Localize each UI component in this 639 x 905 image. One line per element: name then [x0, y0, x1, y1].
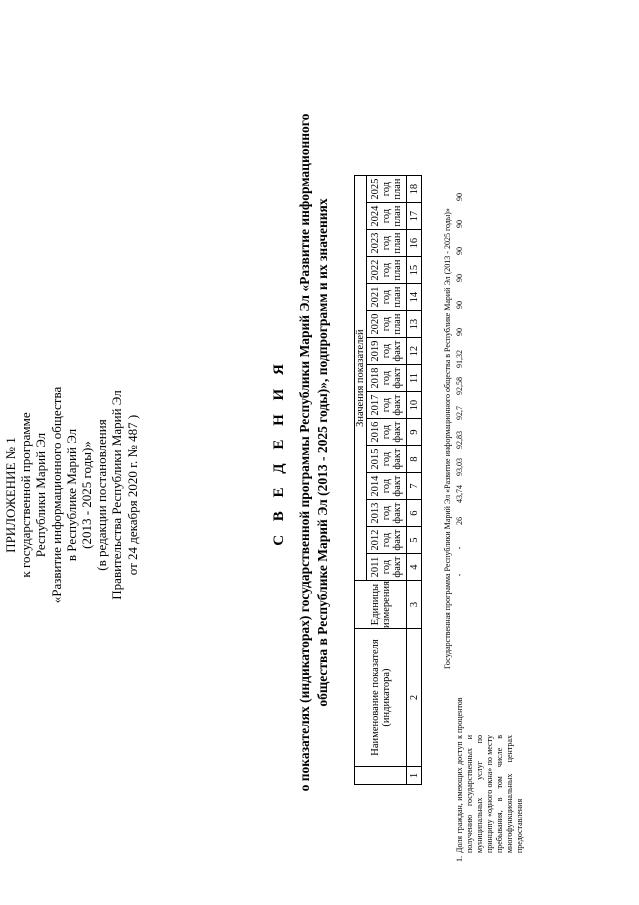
column-number-cell: 18: [407, 176, 422, 203]
year-header-cell: [367, 473, 407, 500]
year-kind: факт: [392, 502, 403, 524]
row-value: 92,83: [455, 431, 464, 449]
year-kind: факт: [392, 367, 403, 389]
year-kind: план: [392, 205, 403, 227]
year-header-cell: [367, 311, 407, 338]
year-label: 2017: [370, 394, 381, 416]
year-kind: план: [392, 178, 403, 200]
column-number-cell: 6: [407, 500, 422, 527]
row-value: -: [455, 573, 464, 577]
year-header-cell: [367, 392, 407, 419]
header-cell-unit: Единицы измерения: [355, 581, 407, 629]
year-header-cell: [367, 203, 407, 230]
year-kind: план: [392, 286, 403, 308]
year-header-cell: [367, 500, 407, 527]
column-number-cell: 3: [407, 581, 422, 629]
row-value: 90: [455, 274, 464, 282]
year-header-cell: [367, 365, 407, 392]
year-header-cell: [367, 176, 407, 203]
year-label: 2014: [370, 475, 381, 497]
year-word: год: [381, 478, 392, 494]
row-value: 90: [455, 247, 464, 255]
year-label: 2011: [370, 556, 381, 578]
year-kind: факт: [392, 475, 403, 497]
appendix-line: Республики Марий Эл: [33, 432, 49, 558]
year-kind: факт: [392, 340, 403, 362]
row-value: 92,7: [455, 406, 464, 420]
row-value: 43,74: [455, 485, 464, 503]
year-header-cell: [367, 554, 407, 581]
year-label: 2024: [370, 205, 381, 227]
year-word: год: [381, 235, 392, 251]
year-kind: план: [392, 232, 403, 254]
row-value: 92,58: [455, 377, 464, 395]
row-value: 90: [455, 301, 464, 309]
year-header-cell: [367, 419, 407, 446]
document-title-line-2: общества в Республике Марий Эл (2013 - 2025 годы)», подпрограмм и их значениях: [315, 198, 330, 707]
row-value: 93,03: [455, 458, 464, 476]
year-word: год: [381, 505, 392, 521]
column-number-cell: 14: [407, 284, 422, 311]
column-number-cell: 15: [407, 257, 422, 284]
year-label: 2018: [370, 367, 381, 389]
year-header-cell: [367, 257, 407, 284]
year-word: год: [381, 559, 392, 575]
appendix-line: ПРИЛОЖЕНИЕ № 1: [3, 437, 18, 553]
year-header-cell: [367, 446, 407, 473]
row-value: 90: [455, 220, 464, 228]
appendix-line: в Республике Марий Эл: [63, 428, 79, 562]
header-cell-name: Наименование показателя (индикатора): [355, 629, 407, 767]
year-word: год: [381, 262, 392, 278]
year-label: 2019: [370, 340, 381, 362]
column-number-cell: 16: [407, 230, 422, 257]
year-word: год: [381, 424, 392, 440]
year-header-cell: [367, 230, 407, 257]
row-value: 26: [455, 517, 464, 525]
year-label: 2022: [370, 259, 381, 281]
document-heading: С В Е Д Е Н И Я: [271, 359, 287, 546]
indicators-table: [354, 175, 422, 785]
year-word: год: [381, 316, 392, 332]
column-numbers-row: [407, 176, 422, 785]
year-header-cell: [367, 338, 407, 365]
year-word: год: [381, 370, 392, 386]
column-number-cell: 12: [407, 338, 422, 365]
year-word: год: [381, 208, 392, 224]
row-indicator-name: Доля граждан, имеющих доступ к получению государственных и муниципальных услуг по принципу «одного окна» по месту пребывания, в том числе в многофункциональных центрах предоставления: [455, 735, 524, 853]
column-number-cell: 4: [407, 554, 422, 581]
year-word: год: [381, 397, 392, 413]
column-number-cell: 17: [407, 203, 422, 230]
column-number-cell: 8: [407, 446, 422, 473]
year-word: год: [381, 343, 392, 359]
document-title-line-1: о показателях (индикаторах) государственной программы Республики Марий Эл «Развитие информационного: [297, 113, 312, 792]
column-number-cell: 13: [407, 311, 422, 338]
section-title: Государственная программа Республики Марий Эл «Развитие информационного общества в Республике Марий Эл (2013 - 2025 годы)»: [443, 208, 452, 669]
column-number-cell: 9: [407, 419, 422, 446]
year-word: год: [381, 181, 392, 197]
column-number-cell: 5: [407, 527, 422, 554]
year-label: 2012: [370, 529, 381, 551]
row-value: -: [455, 546, 464, 550]
row-value: 90: [455, 328, 464, 336]
appendix-line: Правительства Республики Марий Эл: [109, 390, 125, 600]
year-word: год: [381, 532, 392, 548]
header-cell-number: [355, 767, 407, 785]
year-kind: план: [392, 313, 403, 335]
year-label: 2015: [370, 448, 381, 470]
header-cell-values: Значения показателей: [355, 176, 367, 581]
appendix-line: от 24 декабря 2020 г. № 487 ): [124, 414, 140, 576]
column-number-cell: 2: [407, 629, 422, 767]
year-label: 2021: [370, 286, 381, 308]
appendix-line: к государственной программе: [18, 412, 34, 578]
year-label: 2013: [370, 502, 381, 524]
column-number-cell: 1: [407, 767, 422, 785]
year-kind: факт: [392, 421, 403, 443]
year-kind: факт: [392, 394, 403, 416]
year-kind: факт: [392, 556, 403, 578]
column-number-cell: 10: [407, 392, 422, 419]
appendix-line: «Развитие информационного общества: [48, 386, 64, 604]
year-header-cell: [367, 527, 407, 554]
row-number: 1.: [455, 856, 464, 862]
year-header-cell: [367, 284, 407, 311]
column-number-cell: 7: [407, 473, 422, 500]
year-kind: факт: [392, 529, 403, 551]
row-unit: процентов: [455, 697, 464, 733]
row-value: 90: [455, 193, 464, 201]
appendix-line: (в редакции постановления: [94, 419, 110, 571]
appendix-line: (2013 - 2025 годы)»: [79, 441, 95, 549]
column-number-cell: 11: [407, 365, 422, 392]
year-kind: план: [392, 259, 403, 281]
year-label: 2025: [370, 178, 381, 200]
year-label: 2023: [370, 232, 381, 254]
year-kind: факт: [392, 448, 403, 470]
year-label: 2020: [370, 313, 381, 335]
year-word: год: [381, 289, 392, 305]
appendix-header: [3, 365, 140, 625]
row-value: 91,32: [455, 350, 464, 368]
year-label: 2016: [370, 421, 381, 443]
year-word: год: [381, 451, 392, 467]
